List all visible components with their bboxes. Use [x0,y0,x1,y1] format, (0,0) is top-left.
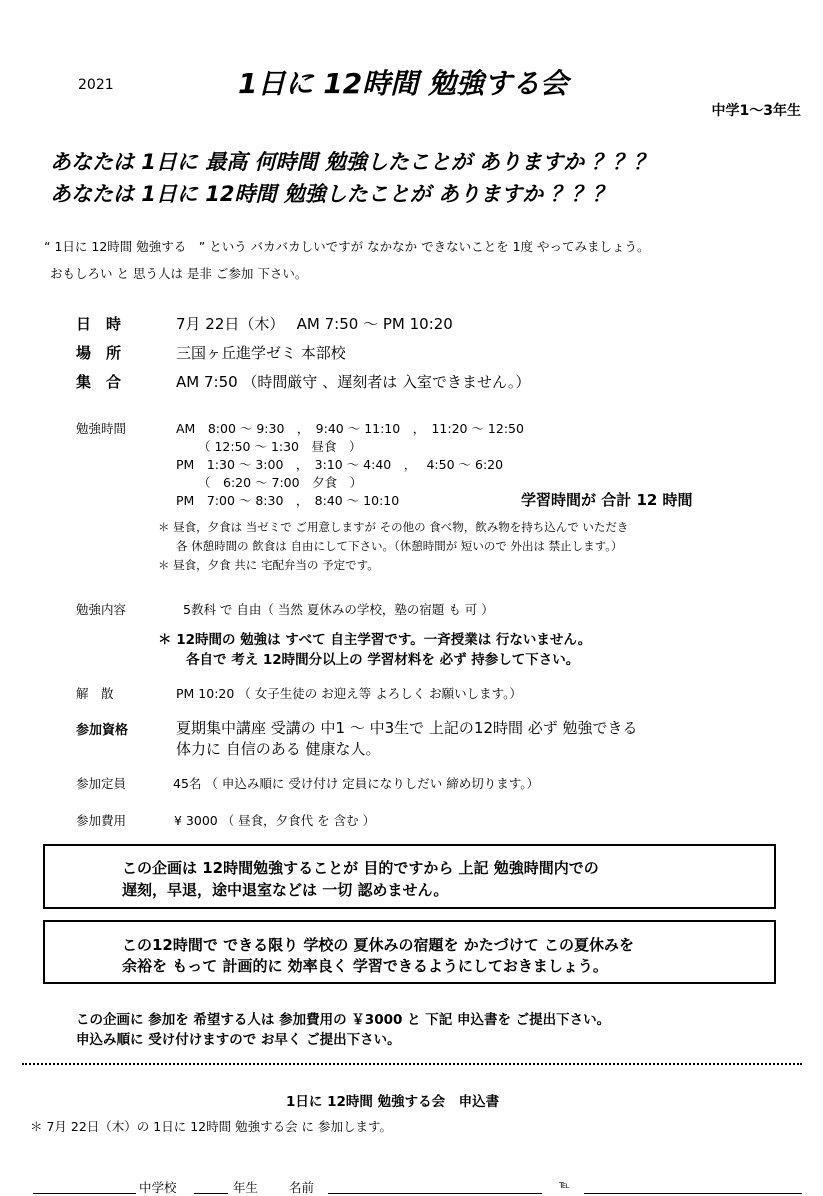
place-value: 三国ヶ丘進学ゼミ 本部校 [176,344,346,362]
schedule-label: 勉強時間 [76,421,127,436]
schedule-note: 各 休憩時間の 飲食は 自由にして下さい。（休憩時間が 短いので 外出は 禁止します。） [176,539,623,553]
form-title: 1日に 12時間 勉強する会 申込書 [286,1094,500,1110]
fee-label: 参加費用 [76,813,127,828]
schedule-note: ＊ 昼食，夕食 共に 宅配弁当の 予定です。 [158,558,379,572]
dismiss-value: PM 10:20 （ 女子生徒の お迎え等 よろしく お願いします。） [176,686,522,701]
place-label: 場 所 [76,344,122,362]
total-hours: 学習時間が 合計 12 時間 [521,491,693,509]
cut-line [22,1063,802,1065]
page-title: 1日に 12時間 勉強する会 [238,67,568,100]
date-value: 7月 22日（木） AM 7:50 ～ PM 10:20 [176,315,453,333]
notice-line: この12時間で できる限り 学校の 夏休みの宿題を かたづけて この夏休みを [122,936,634,954]
name-field[interactable] [328,1193,542,1194]
notice-line: 余裕を もって 計画的に 効率良く 学習できるようにしておきましょう。 [122,957,608,975]
intro-line-1: “ 1日に 12時間 勉強する ” という バカバカしいですが なかなか できないことを 1度 やってみましょう。 [44,239,650,254]
schedule-line: PM 1:30 ～ 3:00 ， 3:10 ～ 4:40 ， 4:50 ～ 6:20 [176,457,504,472]
schedule-note: ＊ 昼食，夕食は 当ゼミで ご用意しますが その他の 食べ物，飲み物を持ち込んで いただき [158,520,629,534]
schedule-line: （ 6:20 ～ 7:00 夕食 ） [198,475,363,490]
question-1: あなたは 1日に 最高 何時間 勉強したことが ありますか ？？？ [50,150,655,174]
gather-label: 集 合 [76,373,122,391]
closing-line: 申込み順に 受け付けますので お早く ご提出下さい。 [76,1032,401,1048]
schedule-line: PM 7:00 ～ 8:30 ， 8:40 ～ 10:10 [176,493,400,508]
form-statement: ＊ 7月 22日（木）の 1日に 12時間 勉強する会 に 参加します。 [30,1119,393,1134]
content-value: 5教科 で 自由（ 当然 夏休みの学校，塾の宿題 も 可 ） [183,602,494,617]
eligibility-line: 体力に 自信のある 健康な人。 [176,740,381,758]
school-field[interactable] [33,1193,136,1194]
capacity-label: 参加定員 [76,776,127,791]
grade-field[interactable] [194,1193,228,1194]
notice-box-rules [43,844,776,909]
grade-label: 中学1～3年生 [711,103,801,119]
notice-line: 遅刻，早退，途中退室などは 一切 認めません。 [122,881,449,899]
capacity-value: 45名 （ 申込み順に 受け付け 定員になりしだい 締め切ります。） [173,776,540,791]
dismiss-label: 解 散 [76,686,114,701]
grade-label-field: 年生 [233,1180,259,1195]
intro-line-2: おもしろい と 思う人は 是非 ご参加 下さい。 [50,266,308,281]
gather-value: AM 7:50 （時間厳守 、遅刻者は 入室できません。） [176,373,531,391]
closing-line: この企画に 参加を 希望する人は 参加費用の ￥3000 と 下記 申込書を ご提出下さい。 [76,1012,611,1028]
year: 2021 [78,77,114,93]
eligibility-label: 参加資格 [76,723,129,738]
schedule-line: AM 8:00 ～ 9:30 ， 9:40 ～ 11:10 ， 11:20 ～ 12:50 [176,421,524,436]
name-label: 名前 [289,1180,315,1195]
tel-field[interactable] [584,1193,802,1194]
notice-line: この企画は 12時間勉強することが 目的ですから 上記 勉強時間内での [122,859,599,877]
schedule-line: （ 12:50 ～ 1:30 昼食 ） [198,439,362,454]
content-note: ＊ 12時間の 勉強は すべて 自主学習です。一斉授業は 行ないません。 [158,632,592,648]
content-note: 各自で 考え 12時間分以上の 学習材料を 必ず 持参して下さい。 [186,652,580,668]
school-label: 中学校 [139,1180,177,1195]
date-label: 日 時 [76,315,122,333]
content-label: 勉強内容 [76,602,127,617]
eligibility-line: 夏期集中講座 受講の 中1 ～ 中3生で 上記の12時間 必ず 勉強できる [176,719,638,737]
tel-label: ℡ [559,1180,570,1191]
fee-value: ¥ 3000 （ 昼食，夕食代 を 含む ） [174,813,376,828]
notice-box-homework [43,920,776,984]
question-2: あなたは 1日に 12時間 勉強したことが ありますか ？？？ [50,182,614,206]
